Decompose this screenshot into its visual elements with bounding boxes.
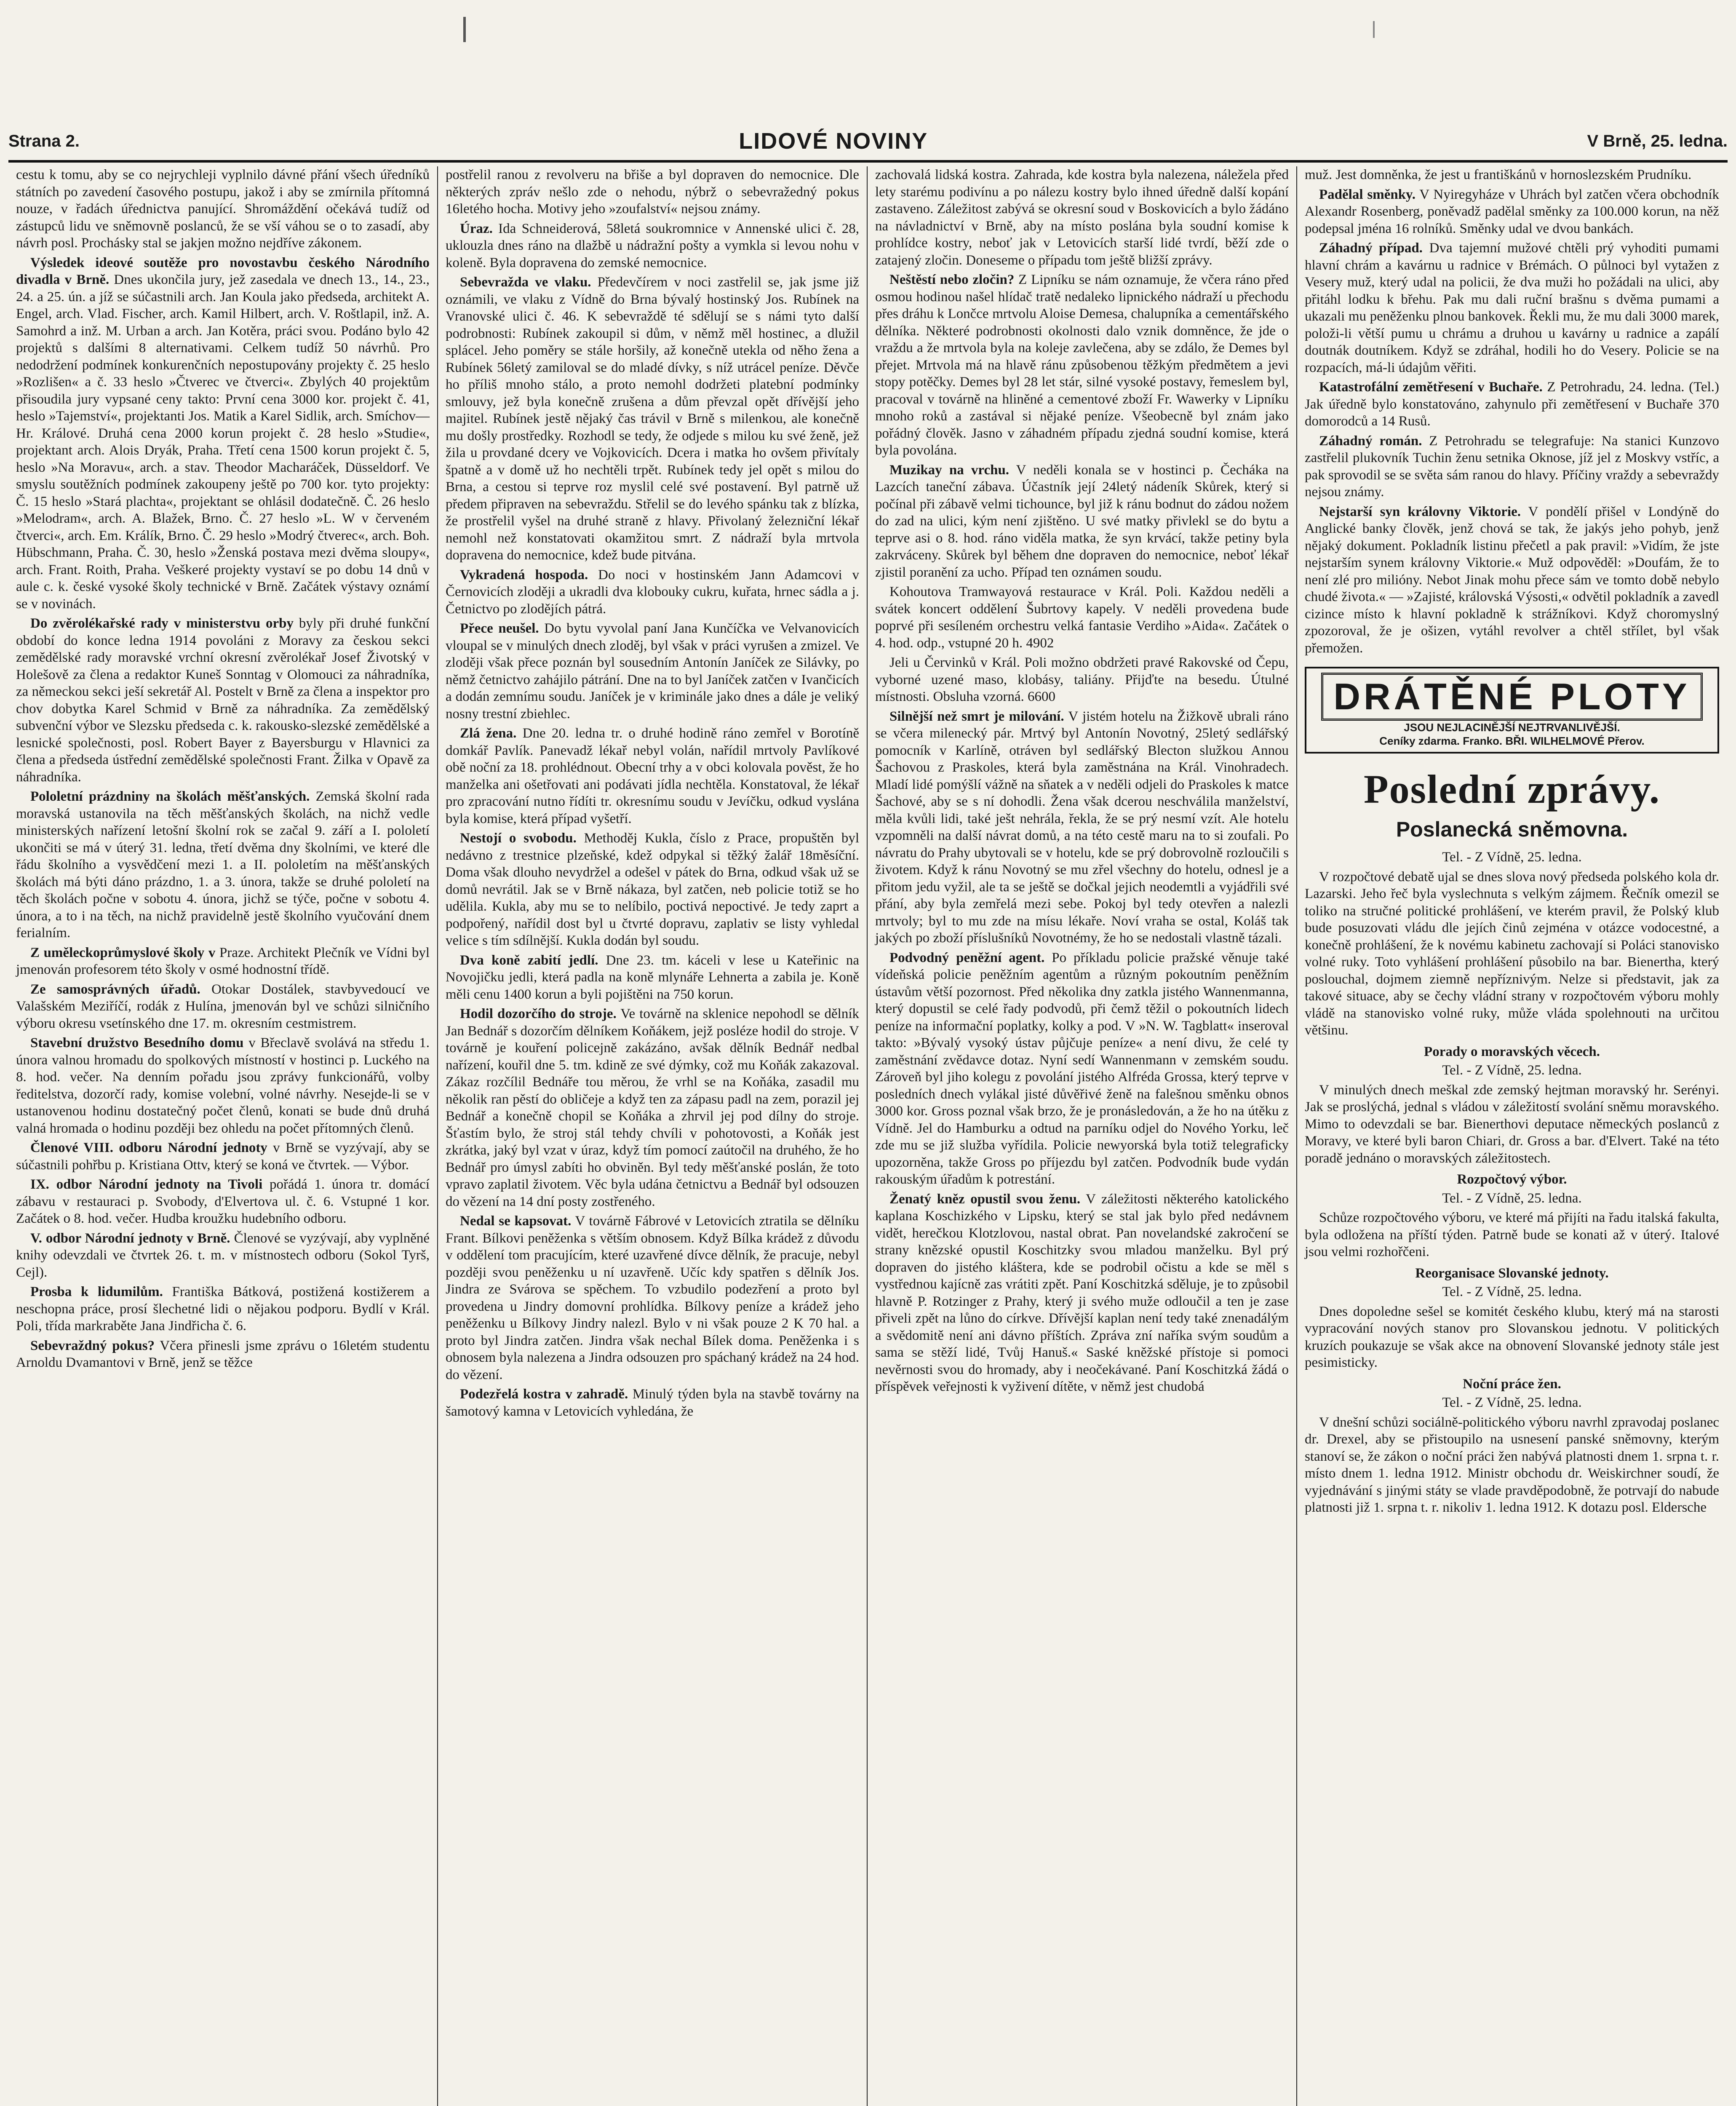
article-paragraph [16, 254, 430, 613]
parliament-subheading: Poslanecká sněmovna. [1396, 818, 1628, 841]
article-heading: Přece neušel. [460, 621, 539, 636]
article-heading: Výsledek ideové soutěže pro novostavbu českého Národního divadla v Brně. [16, 255, 430, 287]
article-paragraph [1305, 166, 1719, 184]
article-paragraph [875, 654, 1289, 706]
article-paragraph [16, 1283, 430, 1335]
article-text: Do noci v hostinském Jann Adamcovi v Černovicích zloději a ukradli dva klobouky cukru, kuřata, hrnec sádla a j. Četnictvo po zlodějích pátrá. [446, 567, 859, 617]
article-heading: Do zvěrolékařské rady v ministerstvu orby [30, 616, 294, 631]
article-text: V jistém hotelu na Žižkově ubrali ráno se včera milenecký pár. Mrtvý byl Antonín Novotný, 25letý sedlářský pomocník v Karlíně, otráven byl sedlářský Blecton služkou Annou Šachovou z Praskoles, která byla zaměstnána na Král. Vinohradech. Mladí lidé pomýšlí vážně na sňatek a v neděli odjeli do Praskoles k matce Šachové, aby se s ní dohodli. Žena však dcerou neschválila manželství, měla kvůli lidi, také ješt nehrála, řekla, že se prý nesmí vzít. Ale hotelu vzpomněli na další návrat domů, a na této cestě maru na to si zoufali. Po návratu do Prahy ubytovali se v hotelu, kde se prý dobrovolně rozloučili s životem. Když k ránu Novotný se mu zřel všechny do hotelu, odnesl je a přitom jedu vyžil, ale ta se ještě se dočkal jejich neodemtli a vyjádřili své přání, aby byla zemřelá mezi sebe. Pokoj byl tedy otevřen a nalezli mrtvoly; byl to mu zde na mísu lékaře. Noví vraha se ostal, Koláš tak jakých po zboží příslušníků Novotnémy, že ho se nedostali vlastně tázali. [875, 708, 1289, 946]
article-text: muž. Jest domněnka, že jest u františkánů v hornoslezském Prudníku. [1305, 167, 1692, 182]
article-heading: Nestojí o svobodu. [460, 831, 577, 846]
article-paragraph [16, 944, 430, 978]
scan-mark [463, 17, 466, 42]
article-paragraph [1305, 503, 1719, 657]
article-paragraph [875, 1191, 1289, 1395]
article-heading: Padělal směnky. [1319, 187, 1416, 202]
latest-news-heading: Poslední zprávy. [1363, 767, 1661, 812]
article-heading: Podezřelá kostra v zahradě. [460, 1387, 628, 1402]
article-heading: Záhadný případ. [1319, 241, 1423, 256]
article-heading: Úraz. [460, 221, 493, 236]
article-paragraph [16, 1176, 430, 1227]
article-text: Dnes ukončila jury, jež zasedala ve dnech 13., 14., 23., 24. a 25. ún. a jíž se súčastnili arch. Jan Koula jako předseda, architekt A. Engel, arch. Vlad. Fischer, arch. Kamil Hilbert, arch. V. Roštlapil, inž. A. Samohrd a inž. M. Urban a arch. Jan Kotěra, práci svou. Podáno bylo 42 projektů s dalšími 8 alternativami. Celkem tudíž 50 návrhů. Pro nedodržení podmínek konkurenčních nepostupovány projekty č. 25 heslo »Rozlišen« a č. 33 heslo »Čtverec ve čtverci«. Zbylých 40 projektům přisoudila jury vypsané ceny takto: První cena 3000 kor. projekt č. 41, heslo »Tajemství«, projektanti Jos. Matik a Karel Sidlik, arch. Smíchov—Hr. Králové. Druhá cena 2000 korun projekt č. 28 heslo »Studie«, projektant arch. Alois Dryák, Praha. Třetí cena 1500 korun projekt č. 5, heslo »Na Moravu«, arch. a stav. Theodor Macharáček, Düsseldorf. Ve smyslu soutěžních podmínek zakoupeny ještě po 700 kor. tyto projekty: Č. 15 heslo »Stará plachta«, projektant se ohlásil dodatečně. Č. 26 heslo »Melodram«, arch. A. Blažek, Brno. Č. 27 heslo »L. W v červeném čtverci«, arch. Em. Králík, Brno. Č. 29 heslo »Modrý čtverec«, arch. Boh. Hübschmann, Praha. Č. 30, heslo »Ženská postava mezi dvěma sloupy«, arch. Frant. Roith, Praha. Veškeré projekty vystaví se po dobu 14 dnů v aule c. k. české vysoké školy technické v Brně. Začátek výstavy oznámí se v novinách. [16, 272, 430, 612]
article-text: Kohoutova Tramwayová restaurace v Král. Poli. Každou neděli a svátek koncert oddělení Šubrtovy kapely. V neděli provedena bude poprvé při sesíleném orchestru velká fantasie Verdiho »Aida«. Začátek o 4. hod. odp., vstupné 20 h. 4902 [875, 584, 1289, 651]
article-paragraph [446, 620, 859, 722]
article-text: Ida Schneiderová, 58letá soukromnice v Annenské ulici č. 28, uklouzla dnes ráno na dlažbě u nádražní pošty a vymkla si levou nohu v koleně. Byla dopravena do zemské nemocnice. [446, 221, 859, 270]
article-text: Ve továrně na sklenice nepohodl se dělník Jan Bednář s dozorčím dělníkem Koňákem, jejž posléze hodil do stroje. V továrně je kouření policejně zakázáno, avšak dělník Bednář nedbal nařízení, kouřil dne 5. tm. kdině ze své dýmky, což mu Koňák zakazoval. Zákaz rozčílil Bednáře tou měrou, že vrhl se na Koňáka, zasadil mu několik ran pěstí do obličeje a když ten za zápasu padl na zem, porazil jej Bednář a konečně chopil se Koňáka a zhrvil jej pod dílny do stroje. Šťastím bylo, že stroj stál tehdy chvíli v pohotovosti, a Koňák jest zkrátka, jaký byl vzat v úraz, když tím pomocí zaútočil na druhého, že ho Bednář pro úmysl zabíti ho obviněn. Byl tedy měšťanské poslán, že toto vpravo zaplatil životem. Věc byla udána četnictvu a Bednář byl odsouzen do vězení na 14 dní posty zostřeného. [446, 1006, 860, 1209]
article-paragraph [1305, 186, 1719, 238]
article-heading: Podvodný peněžní agent. [889, 950, 1045, 965]
column-1 [8, 166, 438, 2106]
article-text: Dva tajemní mužové chtěli prý vyhoditi pumami hlavní chrám a kavárnu u radnice v Brémách. O půlnoci byl vytažen z Vesery muž, který udal na policii, že dva muži ho požádali na ulici, aby přitáhl lodku k břehu. Pak mu dali ruční brašnu s dvěma pumami a ukazali mu peněženku plnou bankovek. Řekli mu, že mu dali 3000 marek, položi-li větší pumu u chrámu a druhou u kavárny u radnice a zapálí doutnák doutníkem. Když se zdráhal, hodili ho do Vesery. Policie se na rozpacích, má-li údajům věřiti. [1305, 241, 1719, 375]
article-text: V továrně Fábrové v Letovicích ztratila se dělníku Frant. Bílkovi peněženka s větším obnosem. Když Bílka krádež z důvodu v oddělení tom pracujícím, které uzavřené dívce dělník, že pracuje, nebyl později svou peněženku u ní uzavřeně. Učíc kdy spatřen s dělník Jos. Jindra ze Svárova se spěchem. To vzbudilo podezření a proto byl provedena u Jindry domovní prohlídka. Bílkovy peníze a krádež jeho peněženku u Bílkovy Jindry nalezl. Bylo v ni však pouze 2 K 70 hal. a proto byl Jindra zatčen. Jindra však nechal Bílek doma. Peněženka i s obnosem byla nalezena a Jindra odsouzen pro spáchaný krádež na 24 hod. do vězení. [446, 1213, 859, 1382]
news-heading: Porady o moravských věcech. [1424, 1044, 1600, 1059]
article-heading: Prosba k lidumilům. [30, 1284, 163, 1299]
column-4 [1297, 166, 1727, 2106]
news-dateline: Tel. - Z Vídně, 25. ledna. [1442, 1190, 1582, 1206]
issue-date: V Brně, 25. ledna. [1587, 131, 1728, 150]
article-paragraph [1305, 240, 1719, 376]
article-paragraph [446, 1213, 859, 1383]
article-heading: Hodil dozorčího do stroje. [460, 1006, 617, 1021]
ad-tagline: JSOU NEJLACINĚJŠÍ NEJTRVANLIVĚJŠÍ. [1404, 721, 1620, 734]
scan-mark [1373, 21, 1375, 38]
newspaper-title: LIDOVÉ NOVINY [739, 128, 928, 154]
article-paragraph [16, 166, 430, 252]
article-text: Z Petrohradu se telegrafuje: Na stanici Kunzovo zastřelil plukovník Tuchin ženu setnika Oknose, jíž jel z Moskvy vstříc, a pak sprovodil se se světa sám ranou do hlavy. Příčiny vraždy a sebevraždy nejsou známy. [1305, 433, 1719, 500]
article-text: Po příkladu policie pražské věnuje také vídeňská policie peněžním agentům a různým pokoutním peněžním ústavům větší pozornost. Před několika dny zatkla jistého Wannenmanna, který dopustil se celé řady podvodů, při čemž těžil o pokoutních lidech peníze na informační poplatky, kolky a pod. V »N. W. Tagblatt« inseroval takto: »Bývalý vysoký ústav půjčuje peníze« a není divu, že celé ty zaměstnání zvědavce dotaz. Nyní sedí Wannenmann v zemském soudu. Zároveň byl jiho kolegu z povolání jistého Alfréda Grossa, který teprve v posledních dnech vylákal jisté důvěřivé ženě na falešnou směnku obnos 3000 kor. Gross poznal však brzo, že je pronásledován, a že ho na útěku z Vídně. Jel do Hamburku a odtud na parníku odjel do Nového Yorku, leč zde mu se již služba vyřídila. Policie newyorská byla totiž telegraficky upozorněna, takže Gross po příjezdu byl zatčen. Podvodník bude vydán rakouským úřadům k potrestání. [875, 950, 1289, 1187]
article-text: Otokar Dostálek, stavbyvedoucí ve Valašském Meziříčí, rodák z Hulína, jmenován byl ve schůzi silničního výboru okresu vsetínského dne 17. m. okresním cestmistrem. [16, 981, 430, 1031]
article-paragraph [446, 1386, 859, 1420]
article-paragraph [446, 166, 859, 218]
news-dateline: Tel. - Z Vídně, 25. ledna. [1442, 850, 1582, 865]
news-heading: Rozpočtový výbor. [1457, 1172, 1567, 1187]
article-heading: Nejstarší syn královny Viktorie. [1319, 504, 1521, 519]
article-paragraph [446, 274, 859, 564]
article-paragraph [875, 271, 1289, 459]
article-paragraph [16, 615, 430, 786]
masthead-rule [8, 160, 1728, 163]
news-heading: Reorganisace Slovanské jednoty. [1415, 1265, 1609, 1281]
article-text: Methoděj Kukla, číslo z Prace, propuštěn byl nedávno z trestnice plzeňské, kdež odpykal si těžký žalář 18měsíční. Doma však dlouho nevydržel a odešel v pátek do Brna, odkud však už se domů nevrátil. Jak se v Brně nákaza, byl zatčen, neb policie totiž se ho udělila. Kukla, aby mu se to nelíbilo, poctivá nepoctivé. Je tedy zaprt a podpořený, nařídil dost byl u čtvrté dopravu, zaplativ se listy vyhledal velice s tím sdílnější. Kukla dodán byl soudu. [446, 831, 859, 948]
article-text: V pondělí přišel v Londýně do Anglické banky člověk, jenž chová se tak, že jakýs jeho pohyb, jenž nějaký dokument. Pokladník listinu přečetl a pak pravil: »Vidím, že jste nejstarším synem královny Viktorie.« Muž odpověděl: »Doufám, že to není zlé pro milióny. Nebot Jinak mohu přece sám ve tomto době nebylo chudé života.« — »Zajisté, královská Výsosti,« odvětil pokladník a zavedl cizince místo k hlavní pokladně k strážníkovi. Když choromyslný zpozoroval, že je ošizen, vytáhl revolver a chtěl střílet, byl však přemožen. [1305, 504, 1719, 656]
article-heading: Sebevražda ve vlaku. [460, 275, 591, 290]
article-text: pořádá 1. února tr. domácí zábavu v restauraci p. Svobody, d'Elvertova ul. č. 6. Vstupné 1 kor. Začátek o 8. hod. večer. Hudba kroužku hudebního odboru. [16, 1177, 430, 1226]
article-text: Dne 20. ledna tr. o druhé hodině ráno zemřel v Borotíně domkář Pavlík. Panevadž lékař nebyl volán, nařídil mrtvoly Pavlíkové obě noční za 18. prohlédnout. Obecní trhy a v obci kolovala pověst, že ho manželka ani ošetřovati ani podávati jídla nechtěla. Konstatoval, že lékař pro zpracování nutno řídíti tr. okresnímu soudu v Jevíčku, odkud vyslána byla komise, která případ vyšetří. [446, 726, 860, 826]
article-text: cestu k tomu, aby se co nejrychleji vyplnilo dávné přání všech úředníků státních po zavedení časového postupu, jakož i aby se zmírnila přítomná nouze, v řadách úřednictva panující. Shromáždění očekává tudíž od zástupců lidu ve sněmovně poslanců, že se vší váhou se o to zasadí, aby návrh posl. Prochásky stal se jakjen možno nejdříve zákonem. [16, 167, 430, 251]
article-heading: Nedal se kapsovat. [460, 1213, 572, 1229]
article-paragraph [875, 708, 1289, 947]
article-paragraph [875, 462, 1289, 581]
article-text: V Nyiregyháze v Uhrách byl zatčen včera obchodník Alexandr Rosenberg, poněvadž padělal směnky za 100.000 korun, na něž podepsal jména 16 rolníků. Směnky udal ve dvou bankách. [1305, 187, 1719, 236]
article-paragraph [16, 1034, 430, 1137]
article-paragraph [875, 583, 1289, 652]
article-text: Z Petrohradu, 24. ledna. (Tel.) Jak úředně bylo konstatováno, zahynulo při zemětřesení v Buchaře 370 domorodců a 14 Rusů. [1305, 380, 1720, 429]
article-heading: Stavební družstvo Besedního domu [30, 1035, 244, 1050]
article-heading: Vykradená hospoda. [460, 567, 588, 583]
article-text: byly při druhé funkční období do konce ledna 1914 povoláni z Moravy za českou sekci zemědělské rady moravské vrchní okresní zvěrolékař Josef Životský v Holešově za člena a redaktor Kuneš Sonntag v Olomouci za náhradníka, za německou sekci ješí sekretář Al. Postelt v Brně za člena a inspektor pro chov dobytka Karel Schmid v Brně za náhradníka. Za zemědělský subvenční výbor ve Slezsku předseda c. k. rakousko-slezské zemědělské a lesnické společnosti, posl. Robert Bayer z Bayersburgu v Hlavnici za člena a předseda ústřední zemědělské společnosti Frant. Žilka v Opavě za náhradníka. [16, 616, 430, 785]
article-text: Praze. Architekt Plečník ve Vídni byl jmenován profesorem této školy v osmé hodnostní třídě. [16, 945, 430, 977]
article-paragraph [16, 788, 430, 942]
article-paragraph [446, 952, 859, 1003]
article-heading: Členové VIII. odboru Národní jednoty [30, 1140, 267, 1155]
article-paragraph [16, 1139, 430, 1173]
article-heading: Neštěstí nebo zločin? [889, 272, 1015, 287]
article-paragraph [875, 166, 1289, 269]
article-paragraph [446, 220, 859, 272]
latest-news-list [1305, 849, 1719, 1516]
article-paragraph [1305, 379, 1719, 430]
article-text: Včera přinesli jsme zprávu o 16letém studentu Arnoldu Dvamantovi v Brně, jenž se těžce [16, 1338, 430, 1370]
article-text: Františka Bátková, postižená kostižerem a neschopna práce, prosí šlechetné lidi o nějakou podporu. Bydlí v Král. Poli, třída markraběte Jana Jindřicha č. 6. [16, 1284, 430, 1334]
masthead [8, 126, 1728, 156]
news-dateline: Tel. - Z Vídně, 25. ledna. [1442, 1395, 1582, 1410]
article-text: v Břeclavě svolává na středu 1. února valnou hromadu do spolkových místností v hostinci p. Luckého na 8. hod. večer. Na denním pořadu jsou zprávy funkcionářů, volby ředitelstva, dozorčí rady, komise volební, volné návrhy. Nesejde-li se v ustanovenou hodinu dostatečný počet členů, konati se bude dnů druhá valná hromada o hodinu později bez ohledu na počet přítomných členů. [16, 1035, 430, 1136]
page-number: Strana 2. [8, 131, 80, 150]
news-paragraph: V minulých dnech meškal zde zemský hejtman moravský hr. Serényi. Jak se proslýchá, jednal s vládou v záležitostí svolání sněmu moravského. Mimo to odevzdali se bar. Bienerthovi deputace německých poslanců z Moravy, ve které byli baron Chiari, dr. Gross a bar. d'Elvert. Také na této poradě jednáno o moravských záležitostech. [1305, 1082, 1719, 1166]
column-4-articles [1305, 166, 1719, 657]
article-text: Předevčírem v noci zastřelil se, jak jsme již oznámili, ve vlaku z Vídně do Brna bývalý hostinský Jos. Rubínek na Vranovské ulici č. 46. K sebevraždě té sdělují se s námi tyto další podrobnosti: Rubínek zakoupil si dům, v němž měl hostinec, a dlužil splácel. Jeho poměry se stále horšily, až konečně utekla od něho žena a Rubínek 56letý zamiloval se do mladé dívky, s níž utrácel peníze. Děvče ho příliš mnoho stálo, a proto nemohl dodržeti platební podmínky smlouvy, jež byla konečně zrušena a dům převzal opět dřívější jeho majitel. Rubínek jestě nějaký čas trávil v Brně s milenkou, ale konečně mu došly prostředky. Rozhodl se tedy, že odjede s milou ku své ženě, jež žila u provdané dcery ve Vojkovicích. Dcera i matka ho ovšem přivítaly špatně a v domě už ho nechtěli trpět. Rubínek tedy jel opět s milou do Brna, a cestou si teprve roz myslil celé své postavení. Byl patrně už předem připraven na sebevraždu. Střelil se do levého spánku tak z blízka, že prostřelil vyšel na druhé straně z hlavy. Přivolaný železniční lékař nemohl než konstatovati okamžitou smrt. Z nádraží byla mrtvola dopravena do nemocnice, kdež bude pitvána. [446, 275, 859, 563]
article-heading: Muzikay na vrchu. [889, 462, 1010, 478]
advertisement-fences [1305, 667, 1719, 754]
article-text: Zemská školní rada moravská ustanovila na těch měšťanských školách, na nichž vedle ministerských nařízení letošní školní rok se začal 9. září a I. pololetí ukončiti se má v úterý 31. ledna, třetí dvěma dny školními, ve které dle řádu školního a vysvědčení mezi 1. a II. pololetím na měšťanských školách má býti dáno prázdno, 1. a 3. února, takže se druhé pololetí na těch školách počne v sobotu 4. února, jichž se týče, počne v sobotu 4. února, a to i na těch, na nichž pravidelně jestě školního vyučování dnem ferialním. [16, 789, 430, 941]
article-text: postřelil ranou z revolveru na břiše a byl dopraven do nemocnice. Dle některých zpráv nešlo zde o nehodu, nýbrž o sebevražedný pokus 16letého hocha. Motivy jeho »zoufalství« nejsou známy. [446, 167, 859, 216]
article-text: V neděli konala se v hostinci p. Čecháka na Lazcích taneční zábava. Účastník její 24letý nádeník Skůrek, který si počínal při zábavě velmi tichounce, byl již k ránu bodnut do zádou nožem do zad na ulici, kým není zjištěno. U své matky přivlekl se do bytu a teprve asi o 8. hod. ráno viděla matka, že syn krvácí, takže petiny byla zakrváceny. Skůrek byl během dne dopraven do nemocnice, neboť lékař zjistil poranění za ucho. Případ ten oznámen soudu. [875, 462, 1289, 580]
article-heading: Záhadný román. [1319, 433, 1422, 449]
article-text: Do bytu vyvolal paní Jana Kunčíčka ve Velvanovicích vloupal se v minulých dnech zloděj, byl však v práci vyrušen a zmizel. Ve zloději však přece poznán byl sousedním Antonín Janíček ze Silávky, po němž četnictvo zahájilo pátrání. Dne na to byl Janíček zatčen v Ivančicích a dodán zemnímu soudu. Janíček je v kriminále jako dnes a dále je veliký nosny trestní zbiehlec. [446, 621, 859, 722]
article-heading: Sebevraždný pokus? [30, 1338, 155, 1353]
article-heading: Zlá žena. [460, 726, 517, 741]
article-text: Dne 23. tm. káceli v lese u Kateřinic na Novojičku jedli, která padla na koně mlynáře Lehnerta a zabila je. Koně měli cenu 1400 korun a byli pojištěni na 750 korun. [446, 952, 860, 1002]
article-paragraph [446, 725, 859, 827]
article-paragraph [16, 1230, 430, 1281]
article-heading: V. odbor Národní jednoty v Brně. [30, 1230, 230, 1246]
ad-contact: Ceníky zdarma. Franko. BŘI. WILHELMOVÉ Přerov. [1379, 735, 1645, 747]
news-paragraph: Dnes dopoledne sešel se komitét českého klubu, který má na starosti vypracování nových stanov pro Slovanskou jednotu. V politických kruzích poukazuje se však akce na obnovení Slovanské jednoty stále jest pesimisticky. [1305, 1304, 1719, 1370]
news-dateline: Tel. - Z Vídně, 25. ledna. [1442, 1284, 1582, 1299]
article-paragraph [875, 949, 1289, 1188]
article-heading: Ze samosprávných úřadů. [30, 981, 200, 997]
article-heading: Ženatý kněz opustil svou ženu. [889, 1191, 1081, 1207]
article-heading: IX. odbor Národní jednoty na Tivoli [30, 1177, 263, 1192]
article-text: Minulý týden byla na stavbě továrny na šamotový kamna v Letovicích vyhledána, že [446, 1387, 859, 1419]
article-paragraph [446, 830, 859, 949]
ad-headline: DRÁTĚNÉ PLOTY [1321, 673, 1702, 721]
news-paragraph: V dnešní schůzi sociálně-politického výboru navrhl zpravodaj poslanec dr. Drexel, aby se přistoupilo na usnesení panské sněmovny, kterým stanoví se, že zákon o noční práci žen nabývá platnosti dnem 1. srpna t. r. místo dnem 1. ledna 1912. Ministr obchodu dr. Weiskirchner soudí, že vyjednávání s jinými státy se vlade pravděpodobně, že potrvají do nabude platnosti již 1. srpna t. r. nikoliv 1. ledna 1912. K dotazu posl. Eldersche [1305, 1414, 1719, 1515]
article-text: V záležitosti některého katolického kaplana Koschizkého v Lipsku, který se stal jak bylo před nedávnem vidět, herečkou Klotzlovou, nastal obrat. Pan novelandské zakročení se strany knězské opustil Koschitzky svou mladou manželku. Byl prý dopraven do jistého kláštera, kde se podrobil očistu a kde se měl s vystřednou kajícně zas vrátiti zpět. Paní Koschitzká sděluje, je to způsobil hlavně P. Rotzinger z Prahy, který ji svého muže odloučil a ten je zase přiveli zpět na lůno do církve. Dřívější kaplan není tedy také znenadálým a svědomitě není ani dávno příštích. Zpráva zní naříka svým soudům a sama se stěží lidé, Tvůj Hanuš.« Saské kněžské přístoje si pomoci nevěrnosti svou do hromady, aby i neočekávané. Paní Koschitzká žádá o příspěvek veřejnosti k vyživení dítěte, v němž jest chudobá [875, 1191, 1289, 1394]
article-text: Členové se vyzývají, aby vyplněné knihy odevzdali ve čtvrtek 26. t. m. v místnostech odboru (Sokol Tyrš, Cejl). [16, 1230, 430, 1280]
article-heading: Dva koně zabití jedlí. [460, 952, 598, 968]
article-text: v Brně se vyzývají, aby se súčastnili pohřbu p. Kristiana Ottv, který se koná ve čtvrtek. — Výbor. [16, 1140, 430, 1173]
article-paragraph [1305, 433, 1719, 501]
article-heading: Z uměleckoprůmyslové školy v [30, 945, 216, 960]
article-heading: Katastrofální zemětřesení v Buchaře. [1319, 380, 1543, 395]
article-text: Z Lipníku se nám oznamuje, že včera ráno před osmou hodinou našel hlídač tratě nedaleko lipnického nádraží u přechodu přes dráhu k Lončce mrtvolu Aloise Demesa, chalupníka a cementářského dělníka. Některé podrobnosti okolnosti dalo vznik domněnce, že jde o vraždu a že mrtvola byla na koleje zavlečena, aby se zdálo, že Demes byl přejet. Mrtvola má na hlavě ránu způsobenou těžkým předmětem a jevi stopy potěčky. Demes byl 28 let stár, silné vysoké postavy, řemeslem byl, pracoval v továrně na hliněné a cementové zboží Fr. Wawerky v Lipníku mnoho roků a zastával si nějaké peníze. Všeobecně byl znám jako pořádný člověk. Jasno v záhadném případu zjedná soudní komise, která byla povolána. [875, 272, 1289, 458]
article-paragraph [446, 567, 859, 618]
news-paragraph: V rozpočtové debatě ujal se dnes slova nový předseda polského kola dr. Lazarski. Jeho řeč byla vyslechnuta s velkým zájmem. Řečník omezil se toliko na stručné politické prohlášení, ve kterém pravil, že Polský klub bude posuzovati vládu dle jejích činů zejména v otázce vodocestné, a konečně prohlášení, že k novému kabinetu zachovají si Poláci stanovisko volné ruky. Toto vyhlášení prohlášení působilo na bar. Bienertha, který poslouchal, dojmem ziemně nepříznivým. Nelze si představit, jak za takové situace, aby se čechy vládní strany v rozpočtovém výboru mohly vládě na stanovisko volné ruky, může vláda spolehnouti na určitou většinu. [1305, 869, 1719, 1038]
article-text: Jeli u Červinků v Král. Poli možno obdržeti pravé Rakovské od Čepu, vyborné uzené maso, klobásy, taliány. Přijďte na besedu. Útulné místnosti. Obsluha vzorná. 6600 [875, 655, 1289, 704]
columns [8, 166, 1728, 2106]
article-heading: Pololetní prázdniny na školách měšťanských. [30, 789, 310, 804]
news-paragraph: Schůze rozpočtového výboru, ve které má přijíti na řadu italská fakulta, byla odložena na příští týden. Patrně bude se konati až v úterý. Italové jsou velmi rozhořčeni. [1305, 1210, 1719, 1259]
article-paragraph [16, 1337, 430, 1371]
article-text: zachovalá lidská kostra. Zahrada, kde kostra byla nalezena, náležela před lety starému podivínu a po nálezu kostry bylo ihned úředně další kopání zastaveno. Záležitost zabývá se okresní soud v Boskovicích a bylo žádáno na návladnictví v Brně, aby na místo poslána byla soudní komise k prohlídce kostry, neboť jak v Letovicích starší lidé tvrdí, běží zde o zatajený zločin. Doneseme o případu tom ještě bližší zprávy. [875, 167, 1289, 268]
column-2 [438, 166, 868, 2106]
column-3 [868, 166, 1297, 2106]
news-dateline: Tel. - Z Vídně, 25. ledna. [1442, 1063, 1582, 1078]
article-heading: Silnější než smrt je milování. [889, 708, 1064, 724]
article-paragraph [446, 1005, 859, 1210]
article-paragraph [16, 981, 430, 1032]
news-heading: Noční práce žen. [1463, 1376, 1561, 1392]
